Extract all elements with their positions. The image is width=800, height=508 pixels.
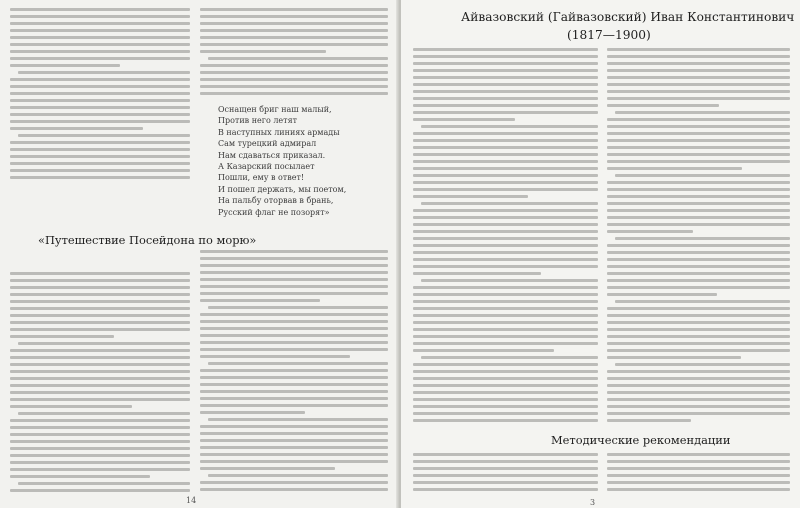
text-line [607, 307, 790, 310]
text-line [413, 118, 515, 121]
text-line [413, 104, 598, 107]
text-line [200, 78, 388, 81]
text-line [10, 377, 190, 380]
text-line [607, 83, 790, 86]
text-line [200, 383, 388, 386]
text-line [607, 453, 790, 456]
text-line [413, 460, 598, 463]
text-line [200, 488, 388, 491]
text-line [413, 195, 528, 198]
section-title-poseidon: «Путешествие Посейдона по морю» [38, 233, 257, 247]
text-line [10, 356, 190, 359]
text-line [10, 419, 190, 422]
text-line [413, 314, 598, 317]
text-line [10, 155, 190, 158]
text-line [413, 398, 598, 401]
text-line [10, 440, 190, 443]
text-line [10, 384, 190, 387]
text-line [10, 370, 190, 373]
poem-line: Оснащен бриг наш малый, [218, 105, 332, 114]
right-page-bottom-column-2 [607, 453, 790, 495]
text-line [413, 160, 598, 163]
text-line [10, 279, 190, 282]
text-line [10, 99, 190, 102]
left-page-bottom-column-2 [200, 250, 388, 497]
text-line [607, 265, 790, 268]
left-page [0, 0, 399, 508]
text-line [10, 92, 190, 95]
text-line [607, 62, 790, 65]
text-line [615, 174, 790, 177]
text-line [200, 264, 388, 267]
text-line [615, 300, 790, 303]
text-line [200, 278, 388, 281]
text-line [607, 335, 790, 338]
text-line [413, 174, 598, 177]
text-line [10, 176, 190, 179]
text-line [607, 286, 790, 289]
text-line [413, 139, 598, 142]
text-line [200, 313, 388, 316]
text-line [413, 481, 598, 484]
text-line [413, 188, 598, 191]
text-line [18, 412, 190, 415]
text-line [208, 418, 388, 421]
text-line [10, 405, 132, 408]
text-line [607, 391, 790, 394]
text-line [208, 57, 388, 60]
text-line [607, 125, 790, 128]
text-line [413, 335, 598, 338]
text-line [413, 55, 598, 58]
text-line [607, 153, 790, 156]
text-line [607, 167, 742, 170]
text-line [607, 55, 790, 58]
text-line [18, 134, 190, 137]
text-line [413, 328, 598, 331]
text-line [208, 306, 388, 309]
text-line [10, 64, 120, 67]
text-line [607, 104, 719, 107]
text-line [413, 251, 598, 254]
text-line [607, 467, 790, 470]
poem-line: А Казарский посылает [218, 162, 315, 172]
text-line [200, 446, 388, 449]
text-line [10, 36, 190, 39]
text-line [200, 43, 388, 46]
text-line [18, 342, 190, 345]
text-line [413, 405, 598, 408]
text-line [200, 271, 388, 274]
text-line [200, 285, 388, 288]
poem-line: Пошли, ему в ответ! [218, 173, 305, 183]
text-line [607, 139, 790, 142]
text-line [10, 328, 190, 331]
text-line [607, 342, 790, 345]
text-line [200, 327, 388, 330]
text-line [413, 370, 598, 373]
text-line [10, 468, 190, 471]
text-line [413, 62, 598, 65]
text-line [607, 90, 790, 93]
text-line [607, 209, 790, 212]
text-line [10, 113, 190, 116]
text-line [10, 293, 190, 296]
right-page-top-column-1 [413, 48, 598, 430]
text-line [607, 97, 790, 100]
text-line [10, 78, 190, 81]
text-line [200, 92, 388, 95]
text-line [607, 314, 790, 317]
text-line [413, 377, 598, 380]
text-line [200, 29, 388, 32]
text-line [18, 482, 190, 485]
text-line [413, 76, 598, 79]
text-line [607, 188, 790, 191]
text-line [413, 272, 541, 275]
text-line [413, 474, 598, 477]
right-page-top-column-2 [607, 48, 790, 430]
text-line [607, 216, 790, 219]
text-line [18, 71, 190, 74]
text-line [200, 376, 388, 379]
section-title-methodology: Методические рекомендации [551, 433, 731, 447]
text-line [200, 348, 388, 351]
text-line [615, 237, 790, 240]
text-line [413, 90, 598, 93]
text-line [200, 397, 388, 400]
text-line [10, 335, 114, 338]
poem-line: На пальбу оторвав в брань, [218, 196, 334, 206]
text-line [607, 279, 790, 282]
text-line [607, 251, 790, 254]
text-line [200, 460, 388, 463]
text-line [10, 15, 190, 18]
text-line [607, 356, 741, 359]
text-line [607, 258, 790, 261]
text-line [607, 195, 790, 198]
text-line [200, 481, 388, 484]
text-line [200, 36, 388, 39]
text-line [413, 153, 598, 156]
left-page-top-column-1 [10, 8, 190, 183]
page-number-right: 3 [590, 498, 596, 507]
text-line [10, 349, 190, 352]
text-line [10, 162, 190, 165]
text-line [413, 258, 598, 261]
text-line [413, 265, 598, 268]
text-line [200, 250, 388, 253]
text-line [607, 293, 717, 296]
poem [218, 104, 346, 218]
text-line [413, 293, 598, 296]
text-line [200, 22, 388, 25]
text-line [10, 461, 190, 464]
text-line [200, 320, 388, 323]
text-line [413, 419, 598, 422]
text-line [10, 169, 190, 172]
text-line [200, 8, 388, 11]
text-line [10, 321, 190, 324]
text-line [607, 146, 790, 149]
text-line [200, 15, 388, 18]
text-line [413, 83, 598, 86]
text-line [413, 244, 598, 247]
text-line [10, 307, 190, 310]
text-line [200, 411, 305, 414]
text-line [200, 257, 388, 260]
text-line [607, 132, 790, 135]
text-line [607, 202, 790, 205]
text-line [413, 69, 598, 72]
page-number-left: 14 [186, 496, 197, 505]
poem-line: Против него летят [218, 116, 298, 126]
text-line [607, 474, 790, 477]
text-line [413, 363, 598, 366]
text-line [413, 391, 598, 394]
text-line [200, 71, 388, 74]
text-line [10, 8, 190, 11]
text-line [607, 460, 790, 463]
poem-line: И пошел держать, мы поетом, [218, 184, 347, 194]
text-line [421, 202, 598, 205]
text-line [413, 300, 598, 303]
text-line [421, 356, 598, 359]
right-page [401, 0, 800, 508]
text-line [413, 321, 598, 324]
text-line [615, 363, 790, 366]
text-line [421, 279, 598, 282]
text-line [413, 286, 598, 289]
text-line [413, 97, 598, 100]
text-line [10, 85, 190, 88]
text-line [607, 398, 790, 401]
poem-line: В наступных линиях армады [218, 127, 340, 137]
text-line [413, 453, 598, 456]
text-line [607, 370, 790, 373]
text-line [208, 362, 388, 365]
left-page-bottom-column-1 [10, 272, 190, 497]
text-line [607, 181, 790, 184]
text-line [10, 120, 190, 123]
text-line [200, 64, 388, 67]
text-line [200, 453, 388, 456]
text-line [607, 419, 691, 422]
text-line [607, 412, 790, 415]
text-line [200, 50, 326, 53]
text-line [607, 405, 790, 408]
text-line [413, 132, 598, 135]
text-line [413, 342, 598, 345]
text-line [607, 230, 693, 233]
text-line [10, 272, 190, 275]
text-line [607, 328, 790, 331]
text-line [607, 69, 790, 72]
text-line [200, 334, 388, 337]
text-line [200, 467, 335, 470]
text-line [10, 29, 190, 32]
text-line [200, 439, 388, 442]
right-page-bottom-column-1 [413, 453, 598, 495]
text-line [607, 223, 790, 226]
text-line [413, 48, 598, 51]
text-line [200, 390, 388, 393]
text-line [413, 209, 598, 212]
text-line [10, 426, 190, 429]
text-line [200, 432, 388, 435]
text-line [607, 118, 790, 121]
text-line [200, 425, 388, 428]
text-line [615, 111, 790, 114]
text-line [200, 404, 388, 407]
text-line [413, 181, 598, 184]
text-line [10, 433, 190, 436]
poem-line: Русский флаг не позорят» [218, 207, 330, 217]
text-line [413, 223, 598, 226]
text-line [607, 349, 790, 352]
text-line [607, 76, 790, 79]
text-line [413, 488, 598, 491]
text-line [10, 106, 190, 109]
left-page-top-column-2 [200, 8, 388, 102]
text-line [607, 48, 790, 51]
artist-years-title: (1817—1900) [567, 28, 651, 42]
text-line [200, 341, 388, 344]
text-line [413, 307, 598, 310]
text-line [413, 237, 598, 240]
text-line [607, 160, 790, 163]
text-line [421, 125, 598, 128]
text-line [200, 369, 388, 372]
text-line [10, 391, 190, 394]
text-line [413, 146, 598, 149]
text-line [413, 412, 598, 415]
text-line [607, 384, 790, 387]
poem-line: Нам сдаваться приказал. [218, 150, 326, 160]
text-line [413, 216, 598, 219]
text-line [413, 349, 554, 352]
text-line [10, 57, 190, 60]
text-line [10, 475, 150, 478]
text-line [10, 148, 190, 151]
text-line [413, 467, 598, 470]
artist-name-title: Айвазовский (Гайвазовский) Иван Константинович [461, 10, 795, 24]
text-line [607, 488, 790, 491]
text-line [607, 244, 790, 247]
text-line [10, 22, 190, 25]
text-line [10, 286, 190, 289]
text-line [607, 272, 790, 275]
text-line [10, 454, 190, 457]
text-line [10, 447, 190, 450]
text-line [413, 111, 598, 114]
text-line [200, 355, 350, 358]
text-line [413, 384, 598, 387]
text-line [413, 230, 598, 233]
text-line [10, 363, 190, 366]
text-line [10, 141, 190, 144]
text-line [200, 292, 388, 295]
text-line [10, 398, 190, 401]
text-line [200, 85, 388, 88]
text-line [413, 167, 598, 170]
text-line [10, 50, 190, 53]
text-line [607, 481, 790, 484]
poem-line: Сам турецкий адмирал [218, 139, 317, 149]
text-line [10, 314, 190, 317]
text-line [10, 43, 190, 46]
text-line [10, 489, 190, 492]
text-line [10, 127, 143, 130]
text-line [607, 377, 790, 380]
text-line [10, 300, 190, 303]
text-line [208, 474, 388, 477]
text-line [200, 299, 320, 302]
text-line [607, 321, 790, 324]
